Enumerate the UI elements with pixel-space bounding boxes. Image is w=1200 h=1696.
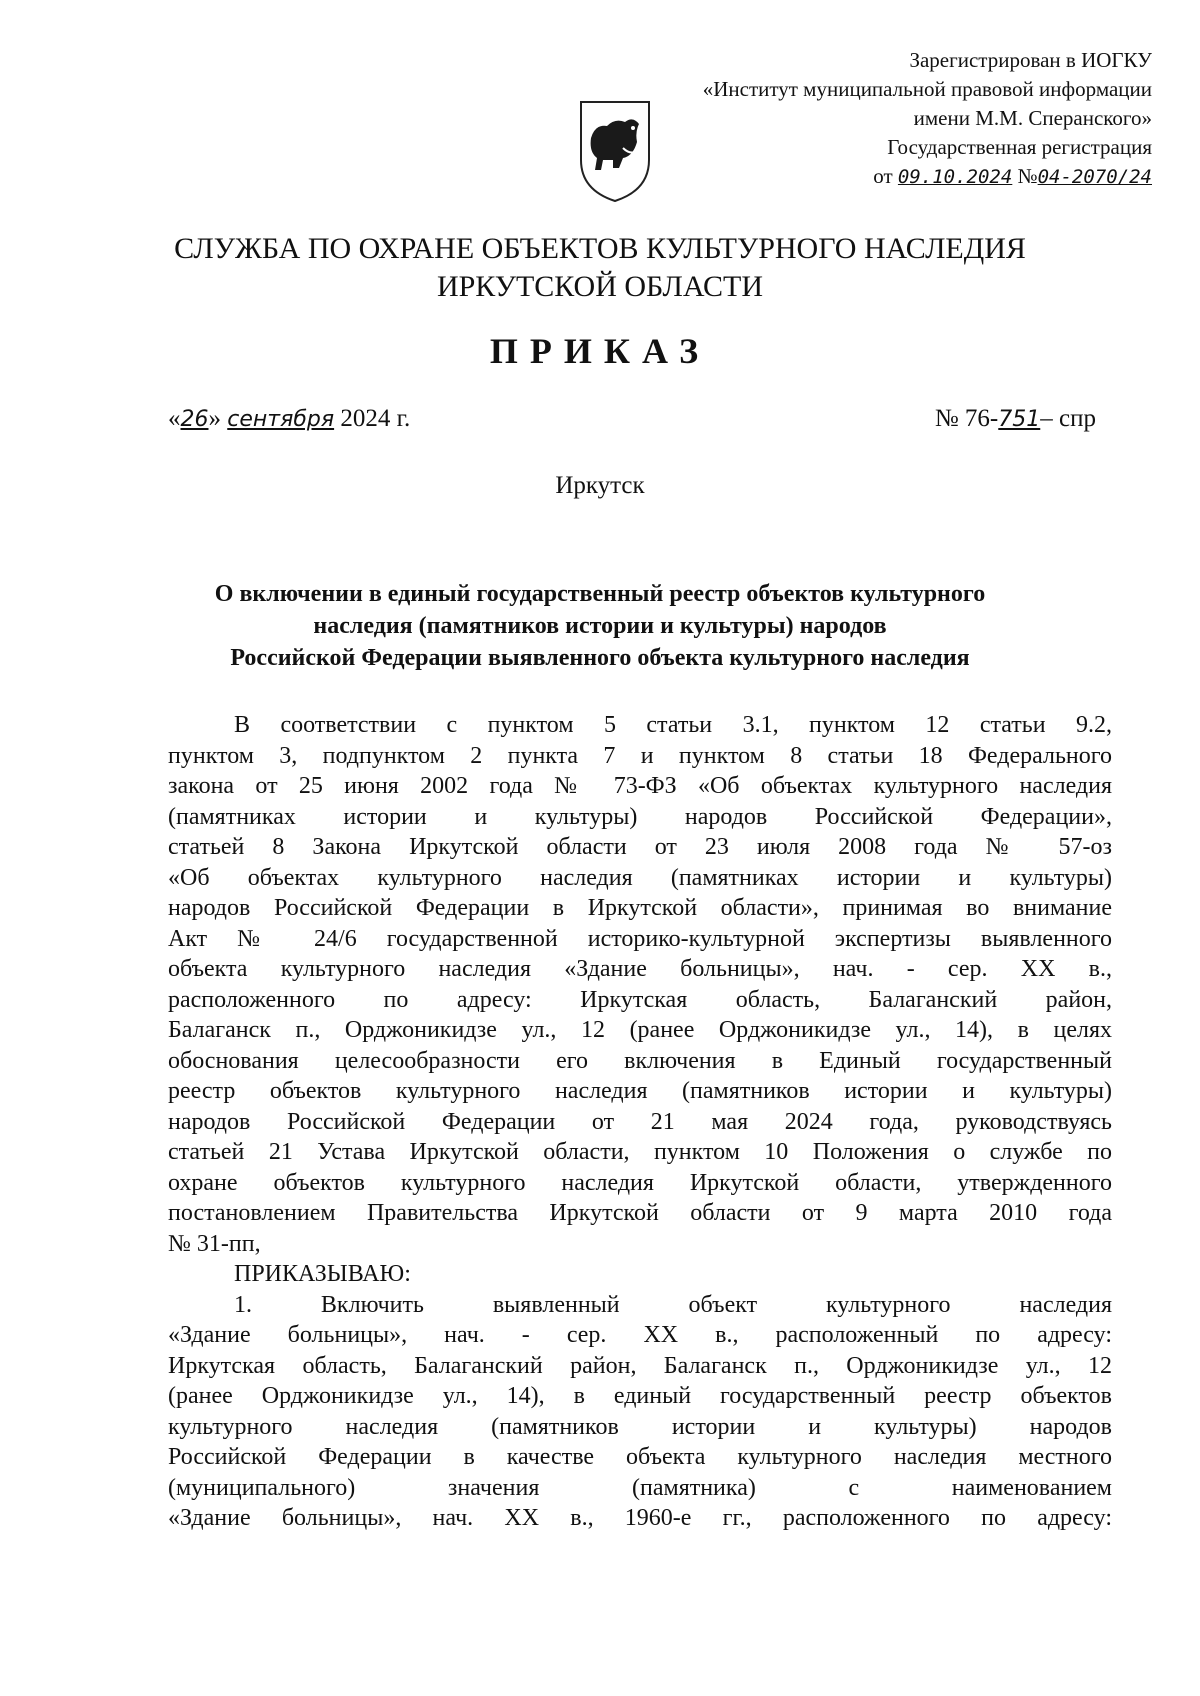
body-line: № 31-пп, xyxy=(168,1230,261,1257)
body-line: обоснования целесообразности его включения в Единый государственный xyxy=(168,1047,1112,1074)
document-title xyxy=(130,578,1070,674)
body-line: 1. Включить выявленный объект культурного наследия xyxy=(234,1291,1112,1318)
order-directive: ПРИКАЗЫВАЮ: xyxy=(234,1261,411,1287)
body-line: культурного наследия (памятников истории и культуры) народов xyxy=(168,1413,1112,1440)
body-line: (памятниках истории и культуры) народов Российской Федерации», xyxy=(168,803,1112,830)
order-number-suffix: – спр xyxy=(1040,405,1096,432)
body-line: закона от 25 июня 2002 года № 73-ФЗ «Об объектах культурного наследия xyxy=(168,773,1112,799)
body-line: Балаганск п., Орджоникидзе ул., 12 (ранее Орджоникидзе ул., 14), в целях xyxy=(168,1017,1112,1043)
order-number-handwritten: 751 xyxy=(998,407,1041,432)
date-open-quote: « xyxy=(168,405,181,432)
organization-name xyxy=(0,230,1200,306)
title-line: наследия (памятников истории и культуры) народов xyxy=(313,613,887,639)
registration-line: имени М.М. Сперанского» xyxy=(913,106,1152,130)
body-line: Иркутская область, Балаганский район, Балаганск п., Орджоникидзе ул., 12 xyxy=(168,1352,1112,1379)
body-line: пунктом 3, подпунктом 2 пункта 7 и пунктом 8 статьи 18 Федерального xyxy=(168,742,1112,769)
body-line: народов Российской Федерации в Иркутской области», принимая во внимание xyxy=(168,895,1112,921)
body-line: «Здание больницы», нач. - сер. XX в., расположенный по адресу: xyxy=(168,1322,1112,1348)
body-line: «Об объектах культурного наследия (памятниках истории и культуры) xyxy=(168,864,1112,891)
body-line: реестр объектов культурного наследия (памятников истории и культуры) xyxy=(168,1078,1112,1104)
body-line: (ранее Орджоникидзе ул., 14), в единый государственный реестр объектов xyxy=(168,1383,1112,1409)
registration-from-label: от xyxy=(873,164,893,188)
organization-line: ИРКУТСКОЙ ОБЛАСТИ xyxy=(436,270,764,303)
body-line: В соответствии с пунктом 5 статьи 3.1, пунктом 12 статьи 9.2, xyxy=(234,712,1112,738)
body-line: (муниципального) значения (памятника) с наименованием xyxy=(168,1474,1112,1501)
registration-line: Зарегистрирован в ИОГКУ xyxy=(909,48,1152,72)
registration-number: 04-2070/24 xyxy=(1037,166,1152,188)
order-date xyxy=(168,405,410,433)
registration-stamp xyxy=(632,46,1152,192)
registration-number-label: № xyxy=(1017,164,1038,188)
body-line: «Здание больницы», нач. XX в., 1960-е гг., расположенного по адресу: xyxy=(168,1505,1112,1531)
date-close-quote: » xyxy=(208,405,221,432)
body-line: Российской Федерации в качестве объекта культурного наследия местного xyxy=(168,1444,1112,1470)
document-type-heading: ПРИКАЗ xyxy=(489,331,711,371)
irkutsk-coat-of-arms-icon xyxy=(577,98,653,204)
organization-line: СЛУЖБА ПО ОХРАНЕ ОБЪЕКТОВ КУЛЬТУРНОГО НАСЛЕДИЯ xyxy=(174,232,1026,265)
title-line: Российской Федерации выявленного объекта культурного наследия xyxy=(230,645,970,671)
document-body xyxy=(168,710,1112,1534)
body-line: расположенного по адресу: Иркутская область, Балаганский район, xyxy=(168,986,1112,1013)
body-line: постановлением Правительства Иркутской области от 9 марта 2010 года xyxy=(168,1200,1112,1226)
body-line: статьей 8 Закона Иркутской области от 23 июля 2008 года № 57-оз xyxy=(168,834,1112,860)
registration-line: Государственная регистрация xyxy=(887,135,1152,159)
date-day: 26 xyxy=(180,407,209,432)
registration-line: «Институт муниципальной правовой информации xyxy=(702,77,1152,101)
body-line: охране объектов культурного наследия Иркутской области, утвержденного xyxy=(168,1169,1112,1196)
body-line: Акт № 24/6 государственной историко-культурной экспертизы выявленного xyxy=(168,925,1112,952)
registration-date: 09.10.2024 xyxy=(897,166,1013,188)
registration-date-number xyxy=(632,162,1152,192)
order-number xyxy=(935,405,1096,433)
title-line: О включении в единый государственный реестр объектов культурного xyxy=(214,581,986,607)
city-name: Иркутск xyxy=(555,472,645,499)
body-line: статьей 21 Устава Иркутской области, пунктом 10 Положения о службе по xyxy=(168,1139,1112,1165)
body-line: объекта культурного наследия «Здание больницы», нач. - сер. XX в., xyxy=(168,956,1112,982)
date-year: 2024 г. xyxy=(340,405,411,432)
order-number-prefix: № 76- xyxy=(934,405,999,432)
body-line: народов Российской Федерации от 21 мая 2024 года, руководствуясь xyxy=(168,1108,1112,1135)
date-month: сентября xyxy=(227,407,335,432)
